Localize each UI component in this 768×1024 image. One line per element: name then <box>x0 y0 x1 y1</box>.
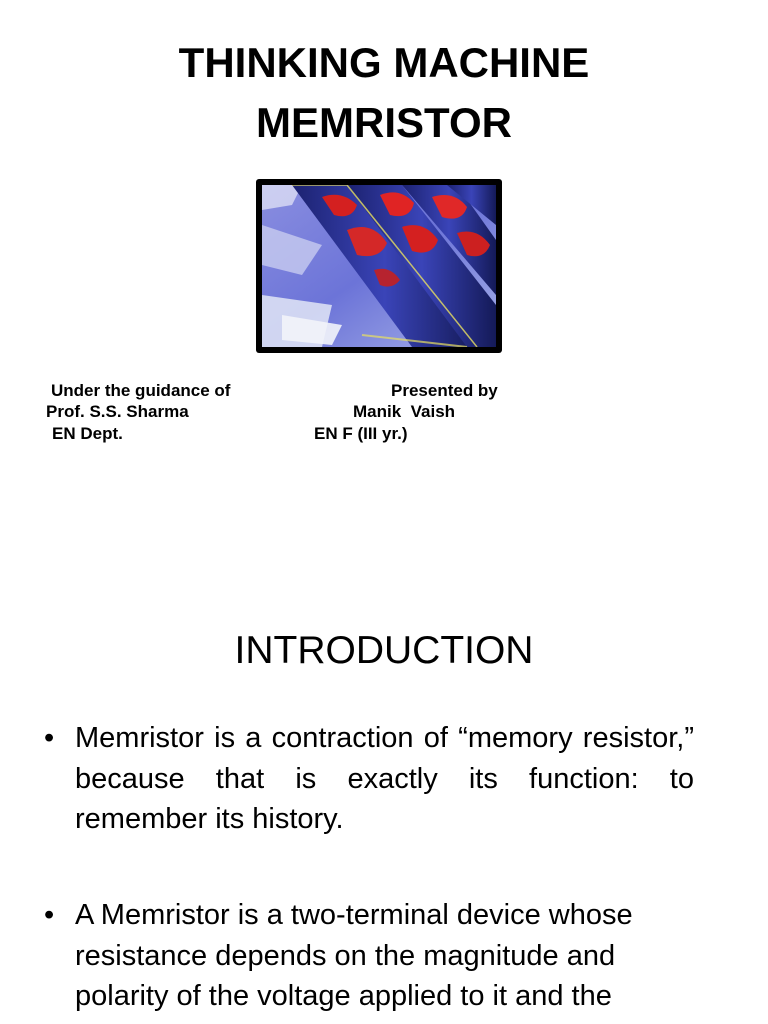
bullet-item-1 <box>44 718 694 840</box>
bullet-item-2 <box>44 895 694 1017</box>
slide-title-line-1: THINKING MACHINE <box>178 39 590 86</box>
presenter-heading: Presented by <box>391 381 498 400</box>
guidance-heading: Under the guidance of <box>51 381 231 400</box>
introduction-title: INTRODUCTION <box>234 629 534 672</box>
guide-name: Prof. S.S. Sharma <box>46 402 189 421</box>
introduction-slide <box>0 560 768 1024</box>
bullet-marker: • <box>44 899 55 931</box>
bullet-text-1: Memristor is a contraction of “memory resistor,” because that is exactly its function: to remember its history. <box>75 722 694 835</box>
memristor-crossbar-photo <box>256 179 502 353</box>
slide-title-line-2: MEMRISTOR <box>256 99 512 146</box>
bullet-marker: • <box>44 722 55 754</box>
slide-title <box>0 33 768 153</box>
presenter-name: Manik Vaish <box>353 402 456 421</box>
presenter-class: EN F (III yr.) <box>314 424 408 443</box>
memristor-crossbar-image <box>262 185 496 347</box>
bullet-text-2: A Memristor is a two-terminal device whose resistance depends on the magnitude and polarity of the voltage applied to it and the <box>75 899 633 1012</box>
guide-dept: EN Dept. <box>52 424 123 443</box>
